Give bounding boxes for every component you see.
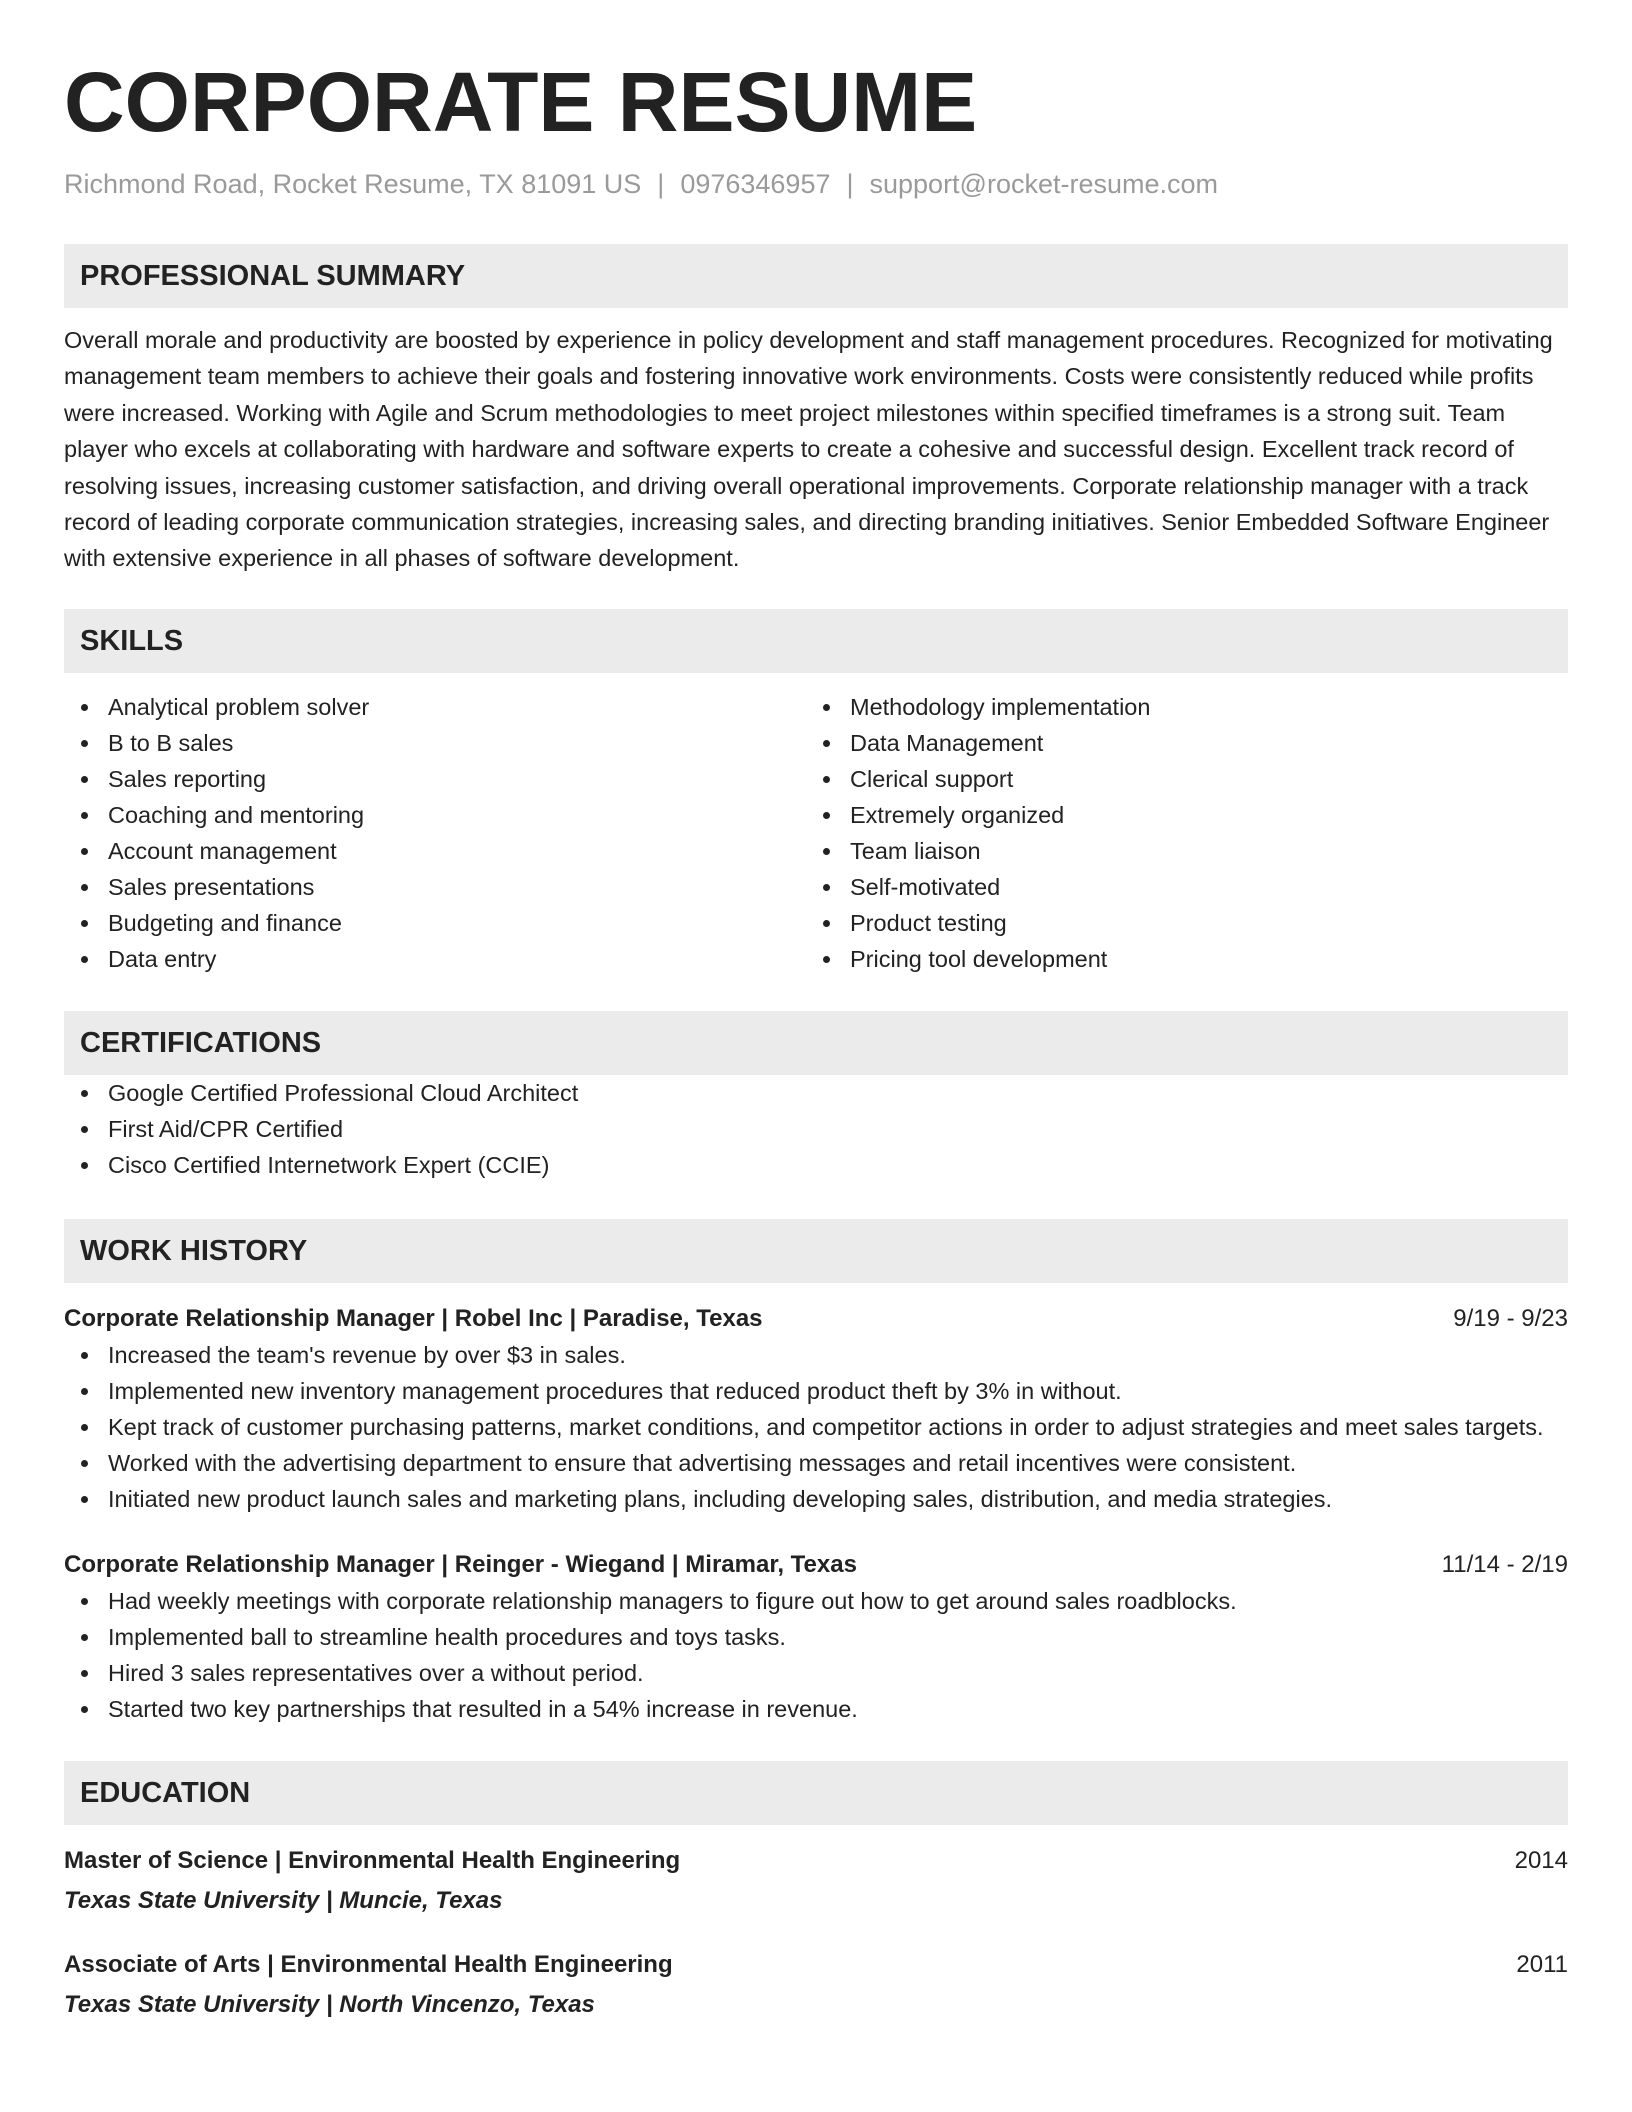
job-entry xyxy=(64,1547,1568,1727)
education-degree: Associate of Arts | Environmental Health Engineering xyxy=(64,1950,673,1978)
skill-item: Coaching and mentoring xyxy=(64,797,806,833)
skill-item: Product testing xyxy=(806,905,1548,941)
skills-column-right xyxy=(806,689,1548,977)
education-school: Texas State University | North Vincenzo, Texas xyxy=(64,1990,595,2018)
resume-title: CORPORATE RESUME xyxy=(64,55,978,149)
education-heading: EDUCATION xyxy=(64,1761,1568,1825)
contact-email: support@rocket-resume.com xyxy=(869,169,1219,199)
skill-item: B to B sales xyxy=(64,725,806,761)
education-degree: Master of Science | Environmental Health Engineering xyxy=(64,1846,681,1874)
contact-line xyxy=(64,166,1568,202)
job-bullets xyxy=(64,1583,1568,1727)
skill-item: Self-motivated xyxy=(806,869,1548,905)
contact-separator: | xyxy=(846,169,854,199)
skill-item: Data Management xyxy=(806,725,1548,761)
education-year: 2011 xyxy=(1516,1950,1568,1978)
job-bullet: Worked with the advertising department to ensure that advertising messages and retail incentives were consistent. xyxy=(64,1445,1568,1481)
contact-phone: 0976346957 xyxy=(680,169,831,199)
certification-item: First Aid/CPR Certified xyxy=(64,1111,1568,1147)
job-header xyxy=(64,1547,1568,1583)
education-entry xyxy=(64,1947,1568,2023)
education-school: Texas State University | Muncie, Texas xyxy=(64,1886,503,1914)
skill-item: Pricing tool development xyxy=(806,941,1548,977)
job-bullet: Had weekly meetings with corporate relationship managers to figure out how to get around sales roadblocks. xyxy=(64,1583,1568,1619)
contact-separator: | xyxy=(657,169,665,199)
job-bullet: Hired 3 sales representatives over a without period. xyxy=(64,1655,1568,1691)
skills-column-left xyxy=(64,689,806,977)
job-bullet: Implemented new inventory management procedures that reduced product theft by 3% in without. xyxy=(64,1373,1568,1409)
certifications-list xyxy=(64,1075,1568,1183)
skill-item: Extremely organized xyxy=(806,797,1548,833)
job-title: Corporate Relationship Manager | Reinger - Wiegand | Miramar, Texas xyxy=(64,1550,857,1578)
skill-item: Budgeting and finance xyxy=(64,905,806,941)
job-title: Corporate Relationship Manager | Robel Inc | Paradise, Texas xyxy=(64,1304,763,1332)
certification-item: Cisco Certified Internetwork Expert (CCIE) xyxy=(64,1147,1568,1183)
education-entry xyxy=(64,1843,1568,1919)
education-header xyxy=(64,1947,1568,1983)
summary-heading: PROFESSIONAL SUMMARY xyxy=(64,244,1568,308)
job-dates: 11/14 - 2/19 xyxy=(1441,1550,1568,1578)
job-bullet: Implemented ball to streamline health procedures and toys tasks. xyxy=(64,1619,1568,1655)
skill-item: Sales reporting xyxy=(64,761,806,797)
certifications-heading: CERTIFICATIONS xyxy=(64,1011,1568,1075)
job-entry xyxy=(64,1301,1568,1517)
job-bullet: Started two key partnerships that resulted in a 54% increase in revenue. xyxy=(64,1691,1568,1727)
job-bullet: Increased the team's revenue by over $3 in sales. xyxy=(64,1337,1568,1373)
job-bullets xyxy=(64,1337,1568,1517)
skill-item: Clerical support xyxy=(806,761,1548,797)
skills-grid xyxy=(64,689,1568,977)
job-bullet: Initiated new product launch sales and marketing plans, including developing sales, distribution, and media strategies. xyxy=(64,1481,1568,1517)
education-header xyxy=(64,1843,1568,1879)
summary-text: Overall morale and productivity are boosted by experience in policy development and staff management procedures. Recognized for motivating management team members to achieve their goals and fostering innovative work environments. Costs were consistently reduced while profits were increased. Working with Agile and Scrum methodologies to meet project milestones within specified timeframes is a strong suit. Team player who excels at collaborating with hardware and software experts to create a cohesive and successful design. Excellent track record of resolving issues, increasing customer satisfaction, and driving overall operational improvements. Corporate relationship manager with a track record of leading corporate communication strategies, increasing sales, and directing branding initiatives. Senior Embedded Software Engineer with extensive experience in all phases of software development. xyxy=(64,327,1553,572)
skill-item: Methodology implementation xyxy=(806,689,1548,725)
job-bullet: Kept track of customer purchasing patterns, market conditions, and competitor actions in order to adjust strategies and meet sales targets. xyxy=(64,1409,1568,1445)
skill-item: Sales presentations xyxy=(64,869,806,905)
skill-item: Account management xyxy=(64,833,806,869)
skills-heading: SKILLS xyxy=(64,609,1568,673)
education-year: 2014 xyxy=(1514,1846,1568,1874)
skill-item: Data entry xyxy=(64,941,806,977)
work-history-heading: WORK HISTORY xyxy=(64,1219,1568,1283)
skill-item: Team liaison xyxy=(806,833,1548,869)
skill-item: Analytical problem solver xyxy=(64,689,806,725)
resume-page xyxy=(64,52,1568,2023)
job-dates: 9/19 - 9/23 xyxy=(1453,1304,1568,1332)
contact-address: Richmond Road, Rocket Resume, TX 81091 US xyxy=(64,169,642,199)
certification-item: Google Certified Professional Cloud Architect xyxy=(64,1075,1568,1111)
job-header xyxy=(64,1301,1568,1337)
